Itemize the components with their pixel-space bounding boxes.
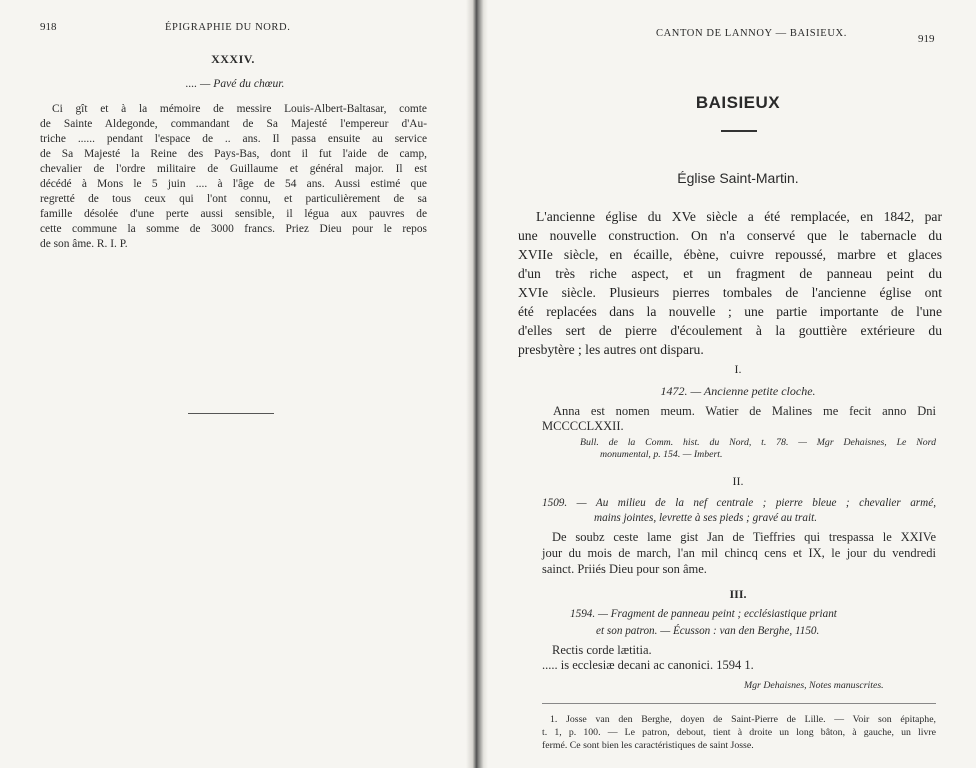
intro-line: XVIIe siècle, en écaille, ébène, cuivre repoussé, marbre et glaces	[518, 247, 942, 262]
inscription-line: jour du mois de march, l'an mil chincq cens et IX, le jour du vendredi	[542, 546, 936, 560]
right-page	[488, 0, 976, 768]
reference-line: Mgr Dehaisnes, Notes manuscrites.	[744, 680, 884, 691]
book-gutter	[466, 0, 488, 768]
left-line: chevalier de l'ordre militaire de Guillaume et général major. Il est	[40, 163, 427, 175]
intro-line: d'elles sert de pierre d'écoulement à la gouttière extérieure du	[518, 323, 942, 338]
left-line: de son âme. R. I. P.	[40, 238, 128, 250]
right-page-number: 919	[918, 33, 935, 45]
footnote-rule	[542, 703, 936, 704]
inscription-line: sainct. Priiés Dieu pour son âme.	[542, 562, 707, 576]
entry-number: III.	[729, 587, 747, 601]
footnote-line: t. 1, p. 100. — Le patron, debout, tient à droite un long bâton, à gauche, un livre	[542, 727, 936, 738]
left-line: de Sa Majesté la Reine des Pays-Bas, dont il fut l'aide de camp,	[40, 148, 427, 160]
reference-line: monumental, p. 154. — Imbert.	[600, 449, 723, 460]
left-page	[0, 0, 466, 768]
inscription-line: MCCCCLXXII.	[542, 419, 624, 433]
church-title: Église Saint-Martin.	[677, 170, 799, 186]
intro-line: XVIe siècle. Plusieurs pierres tombales de l'ancienne église ont	[518, 285, 942, 300]
inscription-line: ..... is ecclesiæ decani ac canonici. 1594 1.	[542, 658, 754, 672]
left-line: décédé à Mons le 5 juin .... à l'âge de 54 ans. Aussi estimé que	[40, 178, 427, 190]
entry-heading: 1472. — Ancienne petite cloche.	[660, 384, 816, 398]
entry-heading: mains jointes, levrette à ses pieds ; gravé au trait.	[594, 512, 817, 524]
inscription-line: Rectis corde lætitia.	[552, 643, 652, 657]
left-line: cette commune la somme de 3000 francs. Priez Dieu pour le repos	[40, 223, 427, 235]
intro-line: d'un très riche aspect, et un fragment de panneau peint du	[518, 266, 942, 281]
left-running-head: ÉPIGRAPHIE DU NORD.	[165, 22, 291, 33]
entry-heading: 1509. — Au milieu de la nef centrale ; pierre bleue ; chevalier armé,	[542, 497, 936, 509]
left-line: Ci gît et à la mémoire de messire Louis-Albert-Baltasar, comte	[52, 103, 427, 115]
section-number: XXXIV.	[211, 52, 255, 66]
right-running-head: CANTON DE LANNOY — BAISIEUX.	[656, 28, 847, 39]
inscription-line: Anna est nomen meum. Watier de Malines me fecit anno Dni	[553, 404, 936, 418]
left-page-number: 918	[40, 21, 57, 33]
left-line: regretté de tous ceux qui l'ont connu, et particulièrement de sa	[40, 193, 427, 205]
entry-number: I.	[734, 362, 742, 376]
section-title: .... — Pavé du chœur.	[185, 77, 285, 90]
footnote-line: 1. Josse van den Berghe, doyen de Saint-Pierre de Lille. — Voir son épitaphe,	[550, 714, 936, 725]
entry-heading: et son patron. — Écusson : van den Berghe, 1150.	[596, 625, 820, 637]
intro-line: presbytère ; les autres ont disparu.	[518, 342, 704, 357]
page-title: BAISIEUX	[695, 93, 781, 112]
left-line: triche ...... pendant l'espace de .. ans. Il passa ensuite au service	[40, 133, 427, 145]
title-rule	[721, 130, 757, 132]
footnote-line: fermé. Ce sont bien les caractéristiques de saint Josse.	[542, 740, 754, 751]
left-line: famille désolée d'une perte aussi sensible, il légua aux pauvres de	[40, 208, 427, 220]
intro-line: une nouvelle construction. On n'a conservé que le tabernacle du	[518, 228, 942, 243]
reference-line: Bull. de la Comm. hist. du Nord, t. 78. — Mgr Dehaisnes, Le Nord	[580, 437, 936, 448]
left-line: de Sainte Aldegonde, commandant de Sa Majesté l'empereur d'Au-	[40, 118, 427, 130]
entry-number: II.	[732, 474, 744, 488]
intro-line: été replacées dans la nouvelle ; une partie importante de l'une	[518, 304, 942, 319]
entry-heading: 1594. — Fragment de panneau peint ; ecclésiastique priant	[570, 608, 837, 620]
intro-line: L'ancienne église du XVe siècle a été remplacée, en 1842, par	[536, 209, 942, 224]
inscription-line: De soubz ceste lame gist Jan de Tieffries qui trespassa le XXIVe	[552, 530, 936, 544]
left-end-rule	[188, 413, 274, 414]
